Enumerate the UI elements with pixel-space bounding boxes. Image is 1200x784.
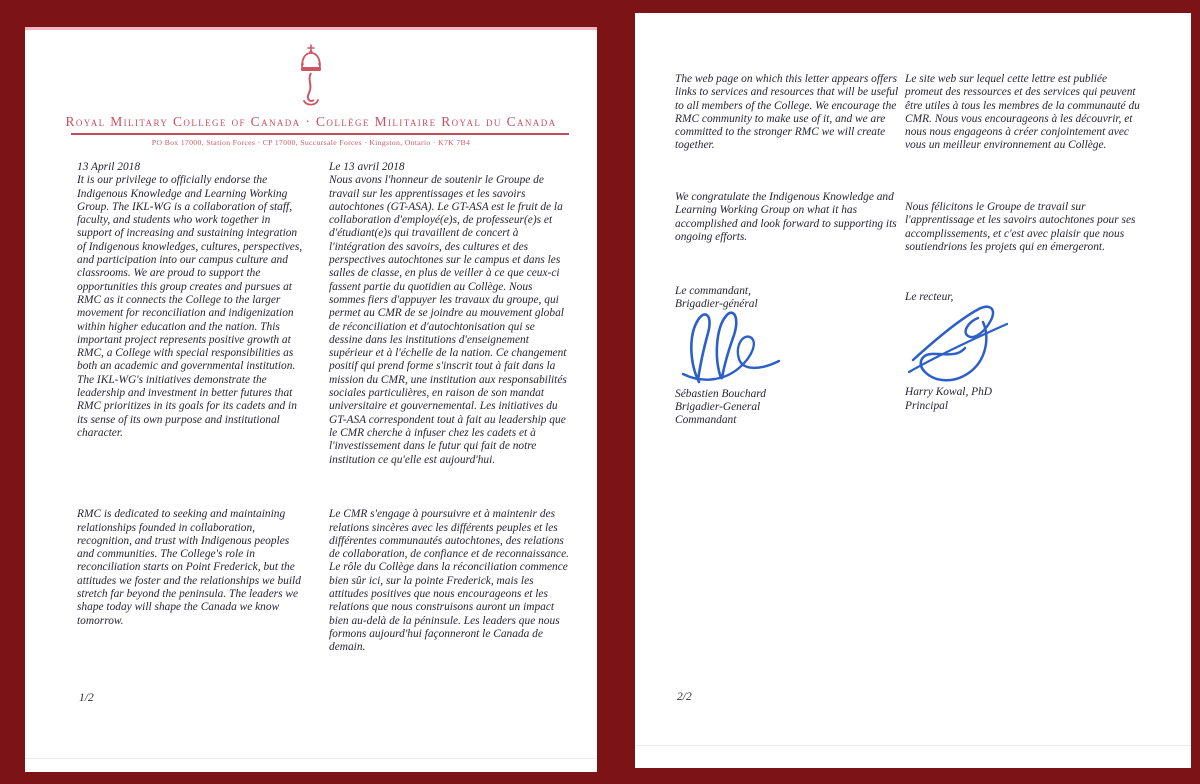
letterhead (25, 30, 597, 147)
french-paragraph-2: Le CMR s'engage à poursuivre et à maintenir des relations sincères avec les différents peuples et les différentes communautés autochtones, des relations de collaboration, de confiance et de reconnaissance. Le rôle du Collège dans la réconciliation commence bien sûr ici, sur la pointe Frederick, mais les attitudes positives que nous encourageons et les relations que nous construisons auront un impact bien au-delà de la péninsule. Les leaders que nous formons aujourd'hui façonneront le Canada de demain. (329, 508, 569, 654)
date-english: 13 April 2018 (77, 161, 141, 173)
french-paragraph-1: Nous avons l'honneur de soutenir le Groupe de travail sur les apprentissages et les savoirs autochtones (GT-ASA). Le GT-ASA est le fruit de la collaboration d'employé(e)s, de professeur(e)s et d'étudiant(e)s qui travaillent de concert à l'intégration des savoirs, des cultures et des perspectives autochtones sur le campus et dans les salles de classe, en plus de veiller à ce que ceux-ci fassent partie du quotidien au Collège. Nous sommes fiers d'appuyer les travaux du groupe, qui permet au CMR de se joindre au mouvement global de réconciliation et d'autochtonisation qui se dessine dans les institutions d'enseignement supérieur et à l'échelle de la nation. Ce changement positif qui prend forme s'inscrit tout à fait dans la mission du CMR, une institution aux responsabilités sociales particulières, en raison de son mandat universitaire et gouvernemental. Les initiatives du GT-ASA correspondent tout à fait au leadership que le CMR cherche à infuser chez les cadets et à l'investissement dans le futur qui fait de notre institution ce qu'elle est aujourd'hui. (329, 174, 567, 466)
commandant-closing-line-2: Brigadier-général (675, 298, 758, 311)
english-paragraph-2: RMC is dedicated to seeking and maintaining relationships founded in collaboration, recognition, and trust with Indigenous peoples and communities. The College's role in reconciliation starts on Point Frederick, but the attitudes we foster and the relationships we build stretch far beyond the peninsula. The leaders we shape today will shape the Canada we know tomorrow. (77, 508, 301, 627)
french-congratulations-paragraph: Nous félicitons le Groupe de travail sur l'apprentissage et les savoirs autochtones pour ses accomplissements, et c'est avec plaisir que nous soutiendrions les projets qui en émergeront. (905, 201, 1136, 253)
english-paragraph-1-block (77, 174, 303, 508)
french-paragraph-1-block (329, 174, 569, 508)
french-webpage-paragraph-block (905, 73, 1147, 201)
english-congratulations-paragraph-block (675, 191, 900, 285)
commandant-signature-block (675, 388, 900, 428)
french-congratulations-paragraph-block (905, 201, 1147, 291)
english-webpage-paragraph-block (675, 73, 900, 191)
english-paragraph-1: It is our privilege to officially endorse the Indigenous Knowledge and Learning Working Group. The IKL-WG is a collaboration of staff, faculty, and students who work together in support of increasing and sustaining integration of Indigenous knowledges, cultures, perspectives, and participation into our campus culture and classrooms. We are proud to support the opportunities this group creates and pursues at RMC as it connects the College to the larger movement for reconciliation and indigenization within higher education and the nation. This important project represents positive growth at RMC, a College with special responsibilities as both an academic and governmental institution. The IKL-WG's initiatives demonstrate the leadership and investment in better futures that RMC prioritizes in its goals for its cadets and in its sense of its own purpose and institutional character. (77, 174, 303, 439)
bouchard-signature (675, 306, 793, 388)
scan-artifact-line (635, 745, 1191, 746)
commandant-closing-line-1: Le commandant, (675, 285, 751, 297)
page2-english-column (675, 73, 900, 428)
letterhead-address: PO Box 17000, Station Forces · CP 17000, Succursale Forces · Kingston, Ontario · K7K 7B4 (151, 138, 471, 147)
principal-closing-line-1: Le recteur, (905, 291, 954, 303)
commandant-title-line-2: Commandant (675, 414, 737, 427)
page1-english-column (77, 161, 303, 655)
english-congratulations-paragraph: We congratulate the Indigenous Knowledge and Learning Working Group on what it has accomplished and look forward to supporting its ongoing efforts. (675, 191, 897, 243)
french-webpage-paragraph: Le site web sur lequel cette lettre est publiée promeut des ressources et des services qui peuvent être utiles à tous les membres de la communauté du CMR. Nous vous encourageons à les découvrir, et nous nous engageons à créer conjointement avec vous un meilleur environnement au Collège. (905, 73, 1140, 152)
page-number-1: 1/2 (79, 692, 94, 704)
page1-body (25, 161, 597, 655)
page1-french-column (329, 161, 569, 655)
letterhead-rule (71, 133, 569, 135)
principal-title-line-1: Principal (905, 399, 949, 412)
page2-french-column (905, 73, 1147, 428)
rmc-crest-icon (290, 43, 332, 107)
organization-name: Royal Military College of Canada · Collège Militaire Royal du Canada (65, 114, 557, 129)
principal-signature-block (905, 386, 1147, 413)
kowal-signature (905, 298, 1040, 386)
principal-name: Harry Kowal, PhD (905, 386, 993, 399)
commandant-title-line-1: Brigadier-General (675, 401, 761, 413)
scan-artifact-line (25, 758, 597, 759)
date-french: Le 13 avril 2018 (329, 161, 405, 173)
english-webpage-paragraph: The web page on which this letter appears offers links to services and resources that will be useful to all members of the College. We encourage the RMC community to make use of it, and we are committed to the stronger RMC we will create together. (675, 73, 899, 152)
commandant-name: Sébastien Bouchard (675, 387, 767, 400)
letter-page-2 (635, 13, 1191, 768)
page2-body (635, 13, 1191, 428)
letter-page-1 (25, 27, 597, 772)
page-number-2: 2/2 (677, 691, 692, 703)
